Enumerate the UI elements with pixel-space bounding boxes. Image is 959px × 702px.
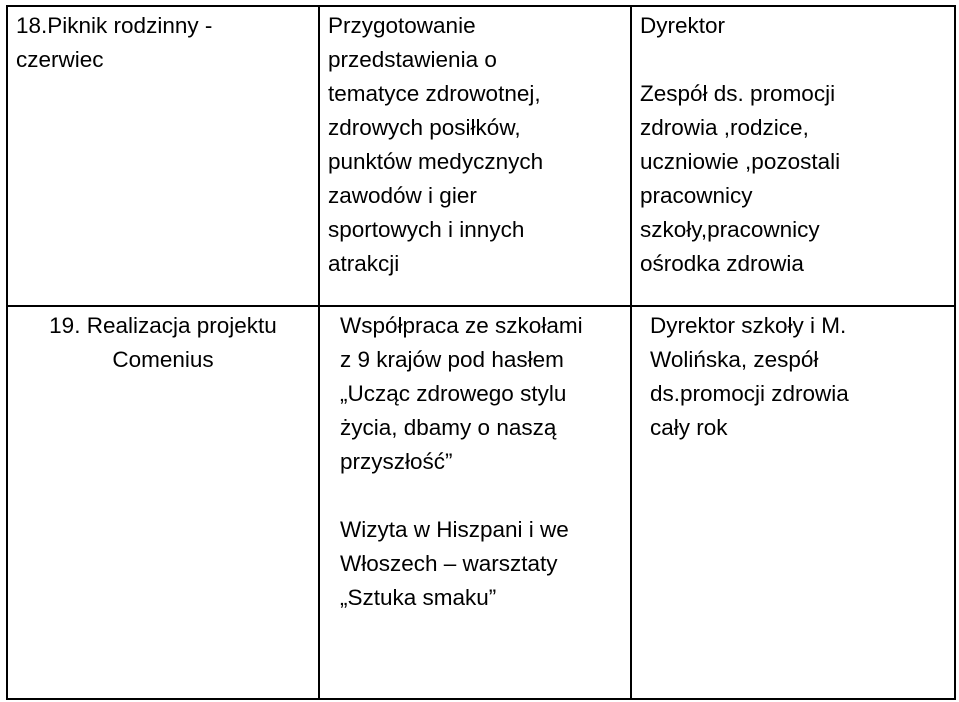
table-row: [7, 6, 955, 306]
event-cell: [7, 6, 319, 306]
description-cell: [319, 6, 631, 306]
table-row: [7, 306, 955, 699]
description-text: Przygotowanie przedstawienia o tematyce zdrowotnej, zdrowych posiłków, punktów medycznych zawodów i gier sportowych i innych atrakcji: [328, 13, 544, 276]
description-cell: [319, 306, 631, 699]
description-text: Współpraca ze szkołami z 9 krajów pod hasłem „Ucząc zdrowego stylu życia, dbamy o naszą przyszłość”: [340, 313, 583, 474]
responsible-text: Dyrektor szkoły i M. Wolińska, zespół ds.promocji zdrowia cały rok: [650, 313, 849, 440]
responsible-cell: [631, 306, 955, 699]
responsible-cell: [631, 6, 955, 306]
event-text: 19. Realizacja projektu Comenius: [49, 313, 277, 372]
responsible-title: Dyrektor: [640, 13, 726, 38]
responsible-text: Zespół ds. promocji zdrowia ,rodzice, uczniowie ,pozostali pracownicy szkoły,pracownicy ośrodka zdrowia: [640, 81, 841, 276]
description-extra-text: Wizyta w Hiszpani i we Włoszech – warsztaty „Sztuka smaku”: [340, 517, 569, 610]
event-cell: [7, 306, 319, 699]
schedule-table: [6, 5, 956, 700]
event-text: 18.Piknik rodzinny - czerwiec: [16, 13, 213, 72]
